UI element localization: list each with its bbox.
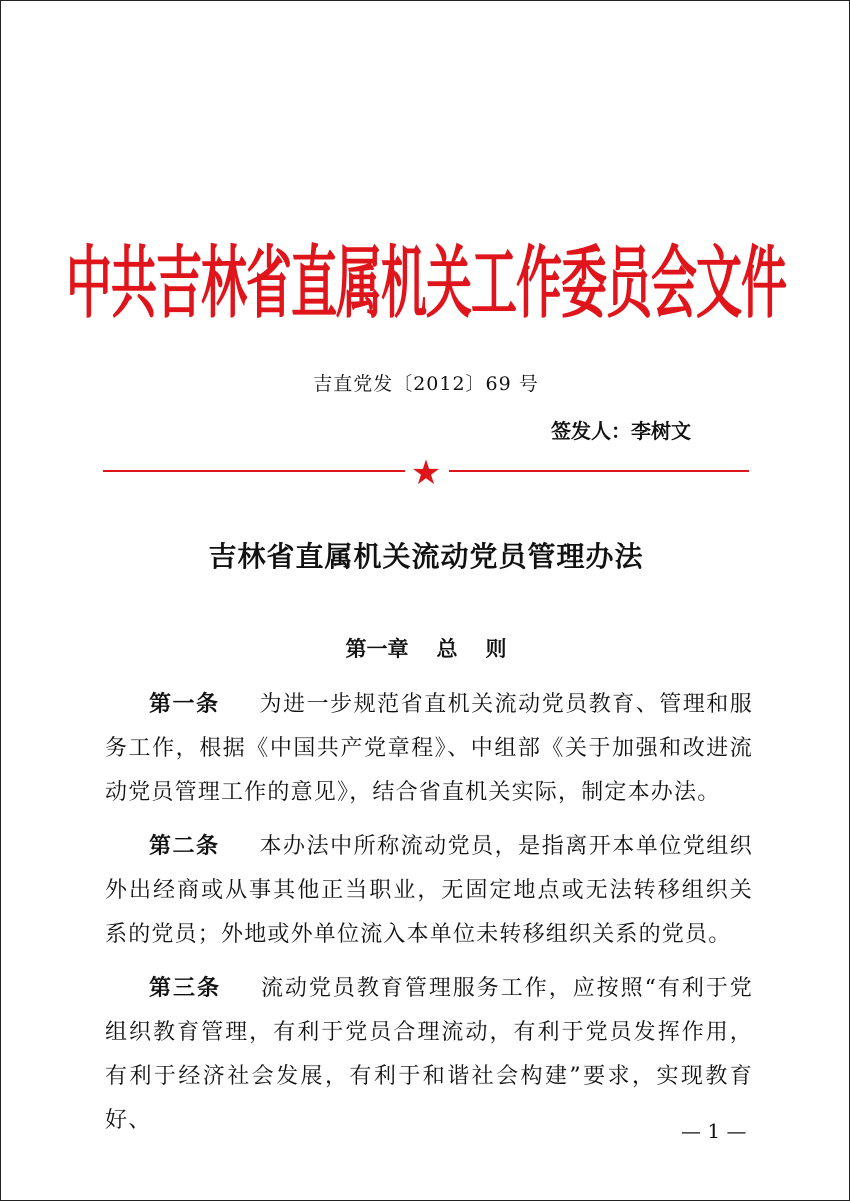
star-icon: ★ [410, 453, 442, 493]
page-number: — 1 — [681, 1119, 747, 1143]
article-paragraph [105, 967, 753, 1143]
masthead-title: 中共吉林省直属机关工作委员会文件 [66, 237, 786, 329]
article-label: 第二条 [149, 834, 220, 859]
article-label: 第三条 [149, 976, 221, 1001]
issuer-line [551, 415, 691, 444]
article-text: 为进一步规范省直机关流动党员教育、管理和服务工作，根据《中国共产党章程》、中组部《关于加强和改进流动党员管理工作的意见》，结合省直机关实际，制定本办法。 [105, 692, 753, 805]
document-title: 吉林省直属机关流动党员管理办法 [208, 540, 644, 573]
chapter-title-part1: 总 [436, 637, 458, 661]
article-paragraph [105, 683, 753, 815]
chapter-heading [1, 633, 850, 663]
red-divider-left [103, 470, 405, 472]
chapter-number: 第一章 [345, 637, 409, 661]
article-text: 本办法中所称流动党员，是指离开本单位党组织外出经商或从事其他正当职业，无固定地点或无法转移组织关系的党员；外地或外单位流入本单位未转移组织关系的党员。 [105, 834, 753, 947]
document-number: 吉直党发〔2012〕69 号 [313, 373, 539, 395]
article-paragraph [105, 825, 753, 957]
article-text: 流动党员教育管理服务工作，应按照“有利于党组织教育管理，有利于党员合理流动，有利于党员发挥作用，有利于经济社会发展，有利于和谐社会构建”要求，实现教育好、 [105, 976, 753, 1133]
issuer-label: 签发人： [551, 419, 631, 443]
red-divider-right [449, 470, 749, 472]
article-label: 第一条 [149, 692, 220, 717]
chapter-title-part2: 则 [485, 637, 507, 661]
issuer-name: 李树文 [631, 419, 691, 443]
article-body [105, 683, 753, 1153]
